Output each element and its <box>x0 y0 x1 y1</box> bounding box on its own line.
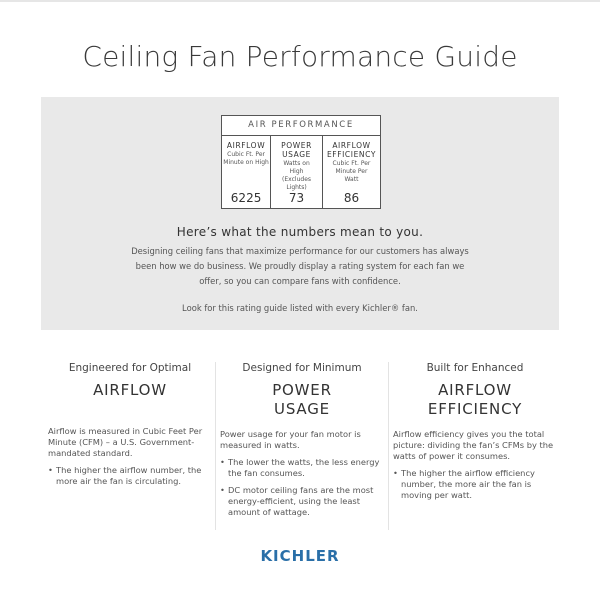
column-title <box>393 381 557 421</box>
column-title-line: POWER <box>272 381 332 399</box>
list-item-text: DC motor ceiling fans are the most energy-efficient, using the least amount of wattage. <box>228 485 374 517</box>
column-title <box>48 381 212 421</box>
list-item-text: The lower the watts, the less energy the fan consumes. <box>228 457 380 478</box>
panel-body: Designing ceiling fans that maximize performance for our customers has always been how we do business. We proudly display a rating system for each fan we offer, so you can compare fans with confidence. <box>131 246 469 286</box>
kichler-logo: KICHLER <box>260 547 340 565</box>
air-performance-table <box>221 115 381 209</box>
column-top-text: Built for Enhanced <box>426 362 524 374</box>
top-rule <box>0 0 600 2</box>
column-title-line: USAGE <box>274 400 330 418</box>
column-top-text: Designed for Minimum <box>242 362 362 374</box>
table-column-sub: Cubic Ft. Per Minute Per Watt <box>332 160 371 183</box>
page-title: Ceiling Fan Performance Guide <box>82 40 518 73</box>
bullet-icon: • <box>48 465 53 475</box>
column-power-usage <box>220 362 384 532</box>
table-header: AIR PERFORMANCE <box>222 116 380 136</box>
column-title-line: AIRFLOW <box>93 381 167 399</box>
table-column-label: AIRFLOW EFFICIENCY <box>326 141 377 159</box>
rating-panel <box>41 97 559 330</box>
column-title <box>220 381 384 421</box>
list-item <box>220 457 384 479</box>
table-column-value: 86 <box>343 191 360 205</box>
list-item <box>48 465 212 487</box>
table-column-power-usage <box>270 136 322 209</box>
list-item <box>220 485 384 518</box>
column-body <box>220 429 384 518</box>
bullet-icon: • <box>220 485 225 495</box>
bullet-icon: • <box>393 468 398 478</box>
table-column-airflow-efficiency <box>322 136 380 209</box>
list-item-text: The higher the airflow efficiency number, the more air the fan is moving per watt. <box>401 468 535 500</box>
column-description: Airflow is measured in Cubic Feet Per Minute (CFM) – a U.S. Government-mandated standard. <box>48 426 203 458</box>
table-column-value: 6225 <box>230 191 262 205</box>
list-item <box>393 468 557 501</box>
column-title-line: AIRFLOW <box>438 381 512 399</box>
column-airflow-efficiency <box>393 362 557 532</box>
column-description: Power usage for your fan motor is measured in watts. <box>220 429 361 450</box>
table-column-sub: Cubic Ft. Per Minute on High <box>223 151 269 166</box>
list-item-text: The higher the airflow number, the more air the fan is circulating. <box>56 465 202 486</box>
table-column-sub: Watts on High (Excludes Lights) <box>282 160 312 191</box>
column-divider <box>215 362 216 530</box>
panel-heading: Here’s what the numbers mean to you. <box>176 225 424 239</box>
column-description: Airflow efficiency gives you the total picture: dividing the fan’s CFMs by the watts of power it consumes. <box>393 429 554 461</box>
column-body <box>48 426 212 487</box>
column-title-line: EFFICIENCY <box>427 400 523 418</box>
table-column-label: AIRFLOW <box>226 141 266 150</box>
table-column-label: POWER USAGE <box>281 141 312 159</box>
panel-note: Look for this rating guide listed with every Kichler® fan. <box>182 303 418 313</box>
table-column-value: 73 <box>288 191 305 205</box>
bullet-icon: • <box>220 457 225 467</box>
column-body <box>393 429 557 501</box>
column-divider <box>388 362 389 530</box>
column-airflow <box>48 362 212 532</box>
table-column-airflow <box>222 136 270 209</box>
column-top-text: Engineered for Optimal <box>68 362 192 374</box>
